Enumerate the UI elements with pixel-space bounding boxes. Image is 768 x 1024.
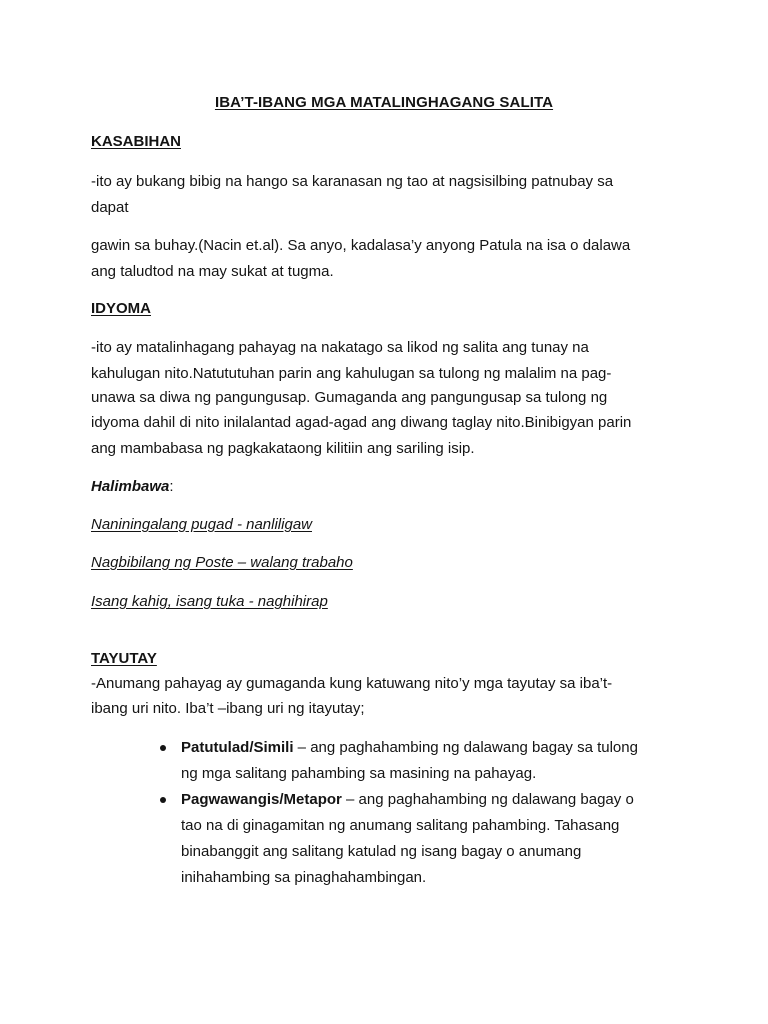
example-item-1: Naniningalang pugad - nanliligaw [91,516,312,533]
idyoma-line-3: unawa sa diwa ng pangungusap. Gumaganda ang pangungusap sa tulong ng [91,389,608,406]
kasabihan-line-3: gawin sa buhay.(Nacin et.al). Sa anyo, kadalasa’y anyong Patula na isa o dalawa [91,237,631,254]
examples-label-text: Halimbawa [91,478,170,495]
examples-label-colon: : [169,478,174,495]
bullet-item-metapor [160,787,700,891]
document-title: IBA’T-IBANG MGA MATALINGHAGANG SALITA [214,94,554,111]
example-item-3: Isang kahig, isang tuka - naghihirap [91,593,328,610]
bullet-metapor-line-1 [181,787,700,813]
bullet-term-metapor: Pagwawangis/Metapor [181,791,342,808]
bullet-simili-desc: – ang paghahambing ng dalawang bagay sa tulong [293,739,638,756]
bullet-metapor-desc: – ang paghahambing ng dalawang bagay o [341,791,634,808]
heading-tayutay: TAYUTAY [91,650,157,667]
bullet-simili-line-1 [181,735,700,761]
tayutay-line-2: ibang uri nito. Iba’t –ibang uri ng itayutay; [91,700,365,717]
heading-idyoma: IDYOMA [91,300,151,317]
bullet-simili-line-2: ng mga salitang pahambing sa masining na pahayag. [181,765,537,782]
bullet-metapor-line-4: inihahambing sa pinaghahambingan. [181,869,427,886]
kasabihan-line-1: -ito ay bukang bibig na hango sa karanasan ng tao at nagsisilbing patnubay sa [91,173,614,190]
bullet-metapor-line-2: tao na di ginagamitan ng anumang salitang pahambing. Tahasang [181,817,620,834]
idyoma-line-4: idyoma dahil di nito inilalantad agad-agad ang diwang taglay nito.Binibigyan parin [91,414,632,431]
idyoma-line-2: kahulugan nito.Natututuhan parin ang kahulugan sa tulong ng malalim na pag- [91,365,612,382]
tayutay-bullet-list [160,735,700,891]
bullet-metapor-line-3: binabanggit ang salitang katulad ng isang bagay o anumang [181,843,582,860]
tayutay-line-1: -Anumang pahayag ay gumaganda kung katuwang nito’y mga tayutay sa iba’t- [91,675,613,692]
idyoma-line-5: ang mambabasa ng pagkakataong kilitiin ang sariling isip. [91,440,475,457]
idyoma-line-1: -ito ay matalinhagang pahayag na nakatago sa likod ng salita ang tunay na [91,339,589,356]
bullet-dot-icon [160,797,166,803]
heading-kasabihan: KASABIHAN [91,133,181,150]
bullet-dot-icon [160,745,166,751]
bullet-term-simili: Patutulad/Simili [181,739,294,756]
kasabihan-line-4: ang taludtod na may sukat at tugma. [91,263,334,280]
example-item-2: Nagbibilang ng Poste – walang trabaho [91,554,353,571]
bullet-item-simili [160,735,700,787]
examples-label [91,478,174,495]
kasabihan-line-2: dapat [91,199,129,216]
